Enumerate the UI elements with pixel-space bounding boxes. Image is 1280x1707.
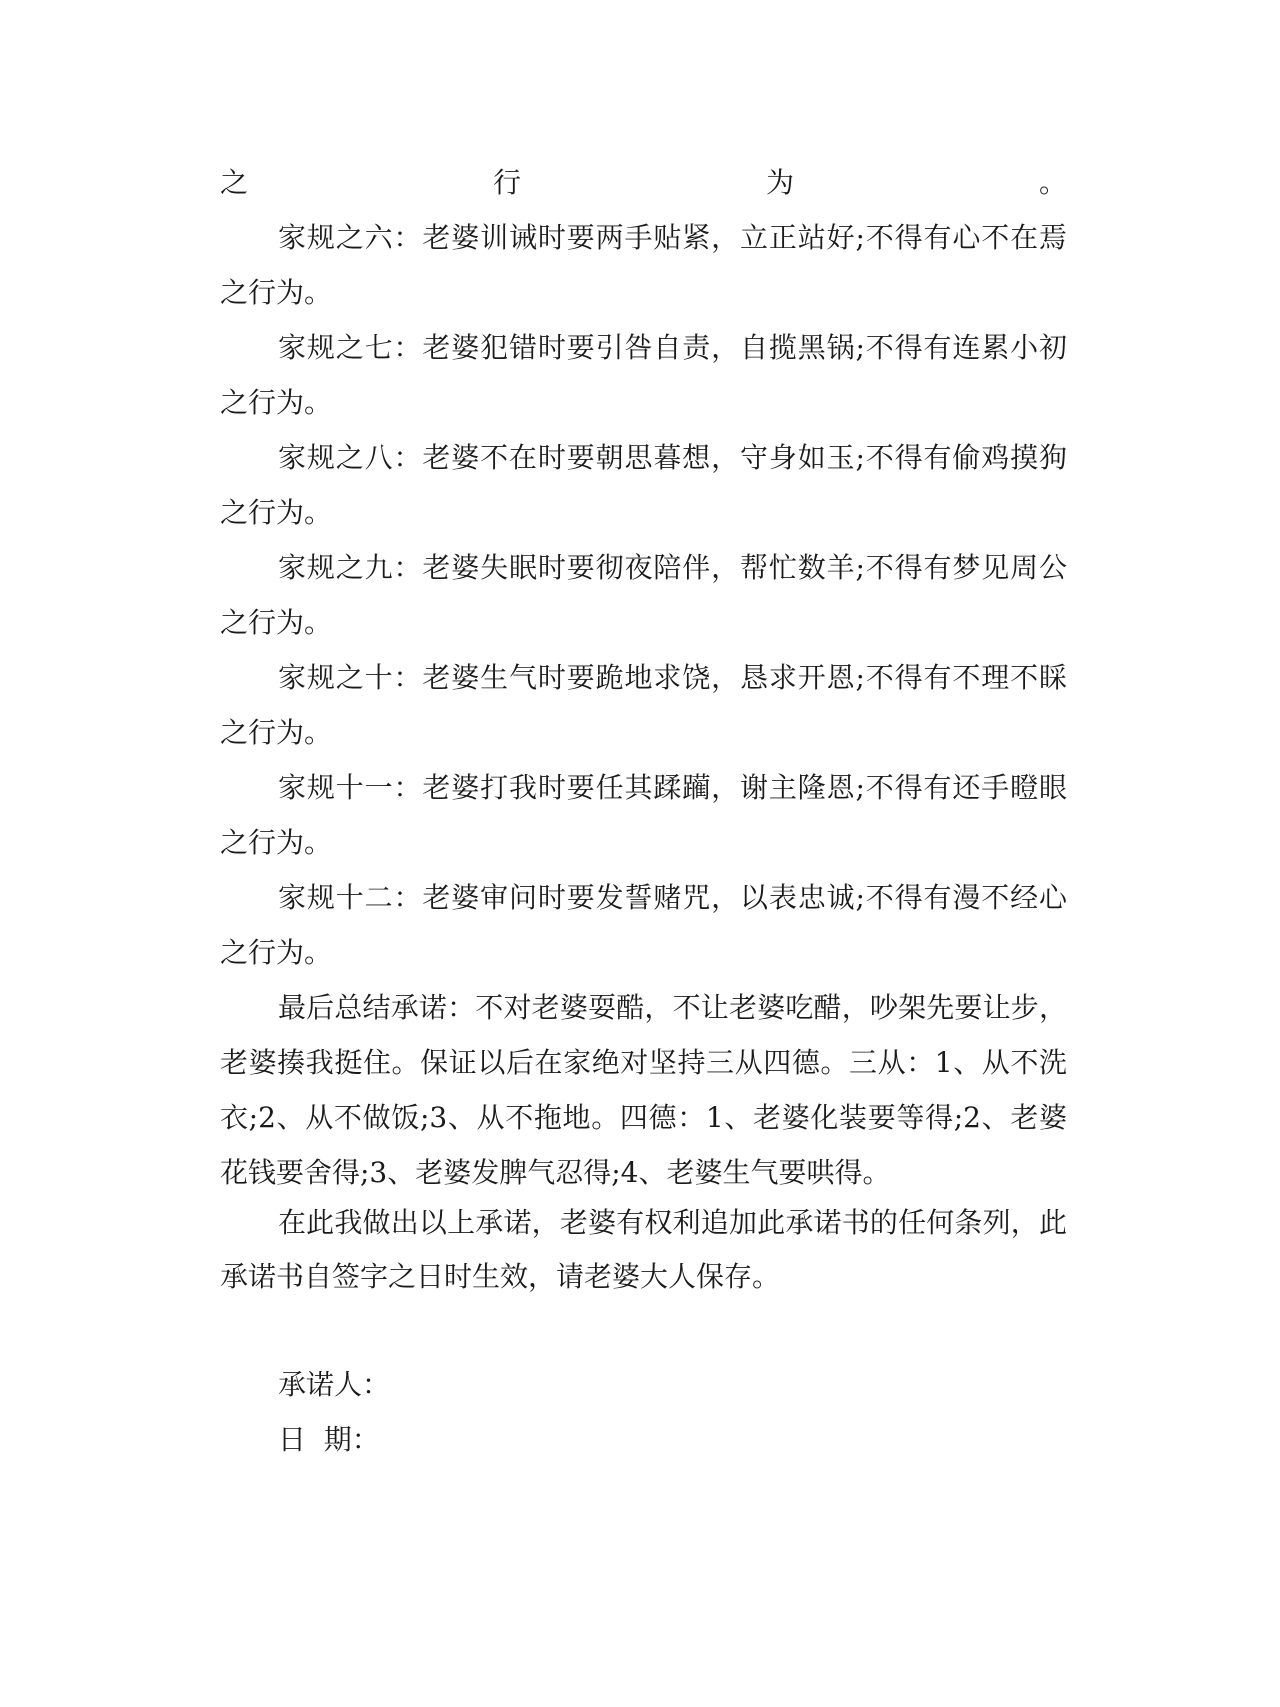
summary-paragraph-line: 老婆揍我挺住。保证以后在家绝对坚持三从四德。三从：1、从不洗 [220,1046,1067,1079]
rule-8-line: 家规之八：老婆不在时要朝思暮想，守身如玉;不得有偷鸡摸狗 [278,441,1067,474]
promisor-label: 承诺人： [278,1368,391,1401]
text-line: 之行为。 [220,496,333,529]
text-line: 之行为。 [220,606,333,639]
rule-7-line: 家规之七：老婆犯错时要引咎自责，自揽黑锅;不得有连累小初 [278,331,1067,364]
text-line: 之行为。 [220,166,1067,199]
closing-paragraph-line: 在此我做出以上承诺，老婆有权利追加此承诺书的任何条列，此 [278,1206,1067,1239]
text-line: 之行为。 [220,276,333,309]
rule-12-line: 家规十二：老婆审问时要发誓赌咒，以表忠诚;不得有漫不经心 [278,881,1067,914]
rule-10-line: 家规之十：老婆生气时要跪地求饶，恳求开恩;不得有不理不睬 [278,661,1067,694]
date-label: 日 期： [278,1423,380,1456]
rule-9-line: 家规之九：老婆失眠时要彻夜陪伴，帮忙数羊;不得有梦见周公 [278,551,1067,584]
summary-paragraph-line: 最后总结承诺：不对老婆耍酷，不让老婆吃醋，吵架先要让步， [278,991,1067,1024]
text-line: 之行为。 [220,386,333,419]
text-line: 之行为。 [220,826,333,859]
summary-paragraph-line: 花钱要舍得;3、老婆发脾气忍得;4、老婆生气要哄得。 [220,1156,891,1189]
text-line: 之行为。 [220,716,333,749]
closing-paragraph-line: 承诺书自签字之日时生效，请老婆大人保存。 [220,1260,781,1293]
rule-6-line: 家规之六：老婆训诫时要两手贴紧，立正站好;不得有心不在焉 [278,221,1067,254]
text-line: 之行为。 [220,936,333,969]
summary-paragraph-line: 衣;2、从不做饭;3、从不拖地。四德：1、老婆化装要等得;2、老婆 [220,1101,1067,1134]
rule-11-line: 家规十一：老婆打我时要任其蹂躏，谢主隆恩;不得有还手瞪眼 [278,771,1067,804]
